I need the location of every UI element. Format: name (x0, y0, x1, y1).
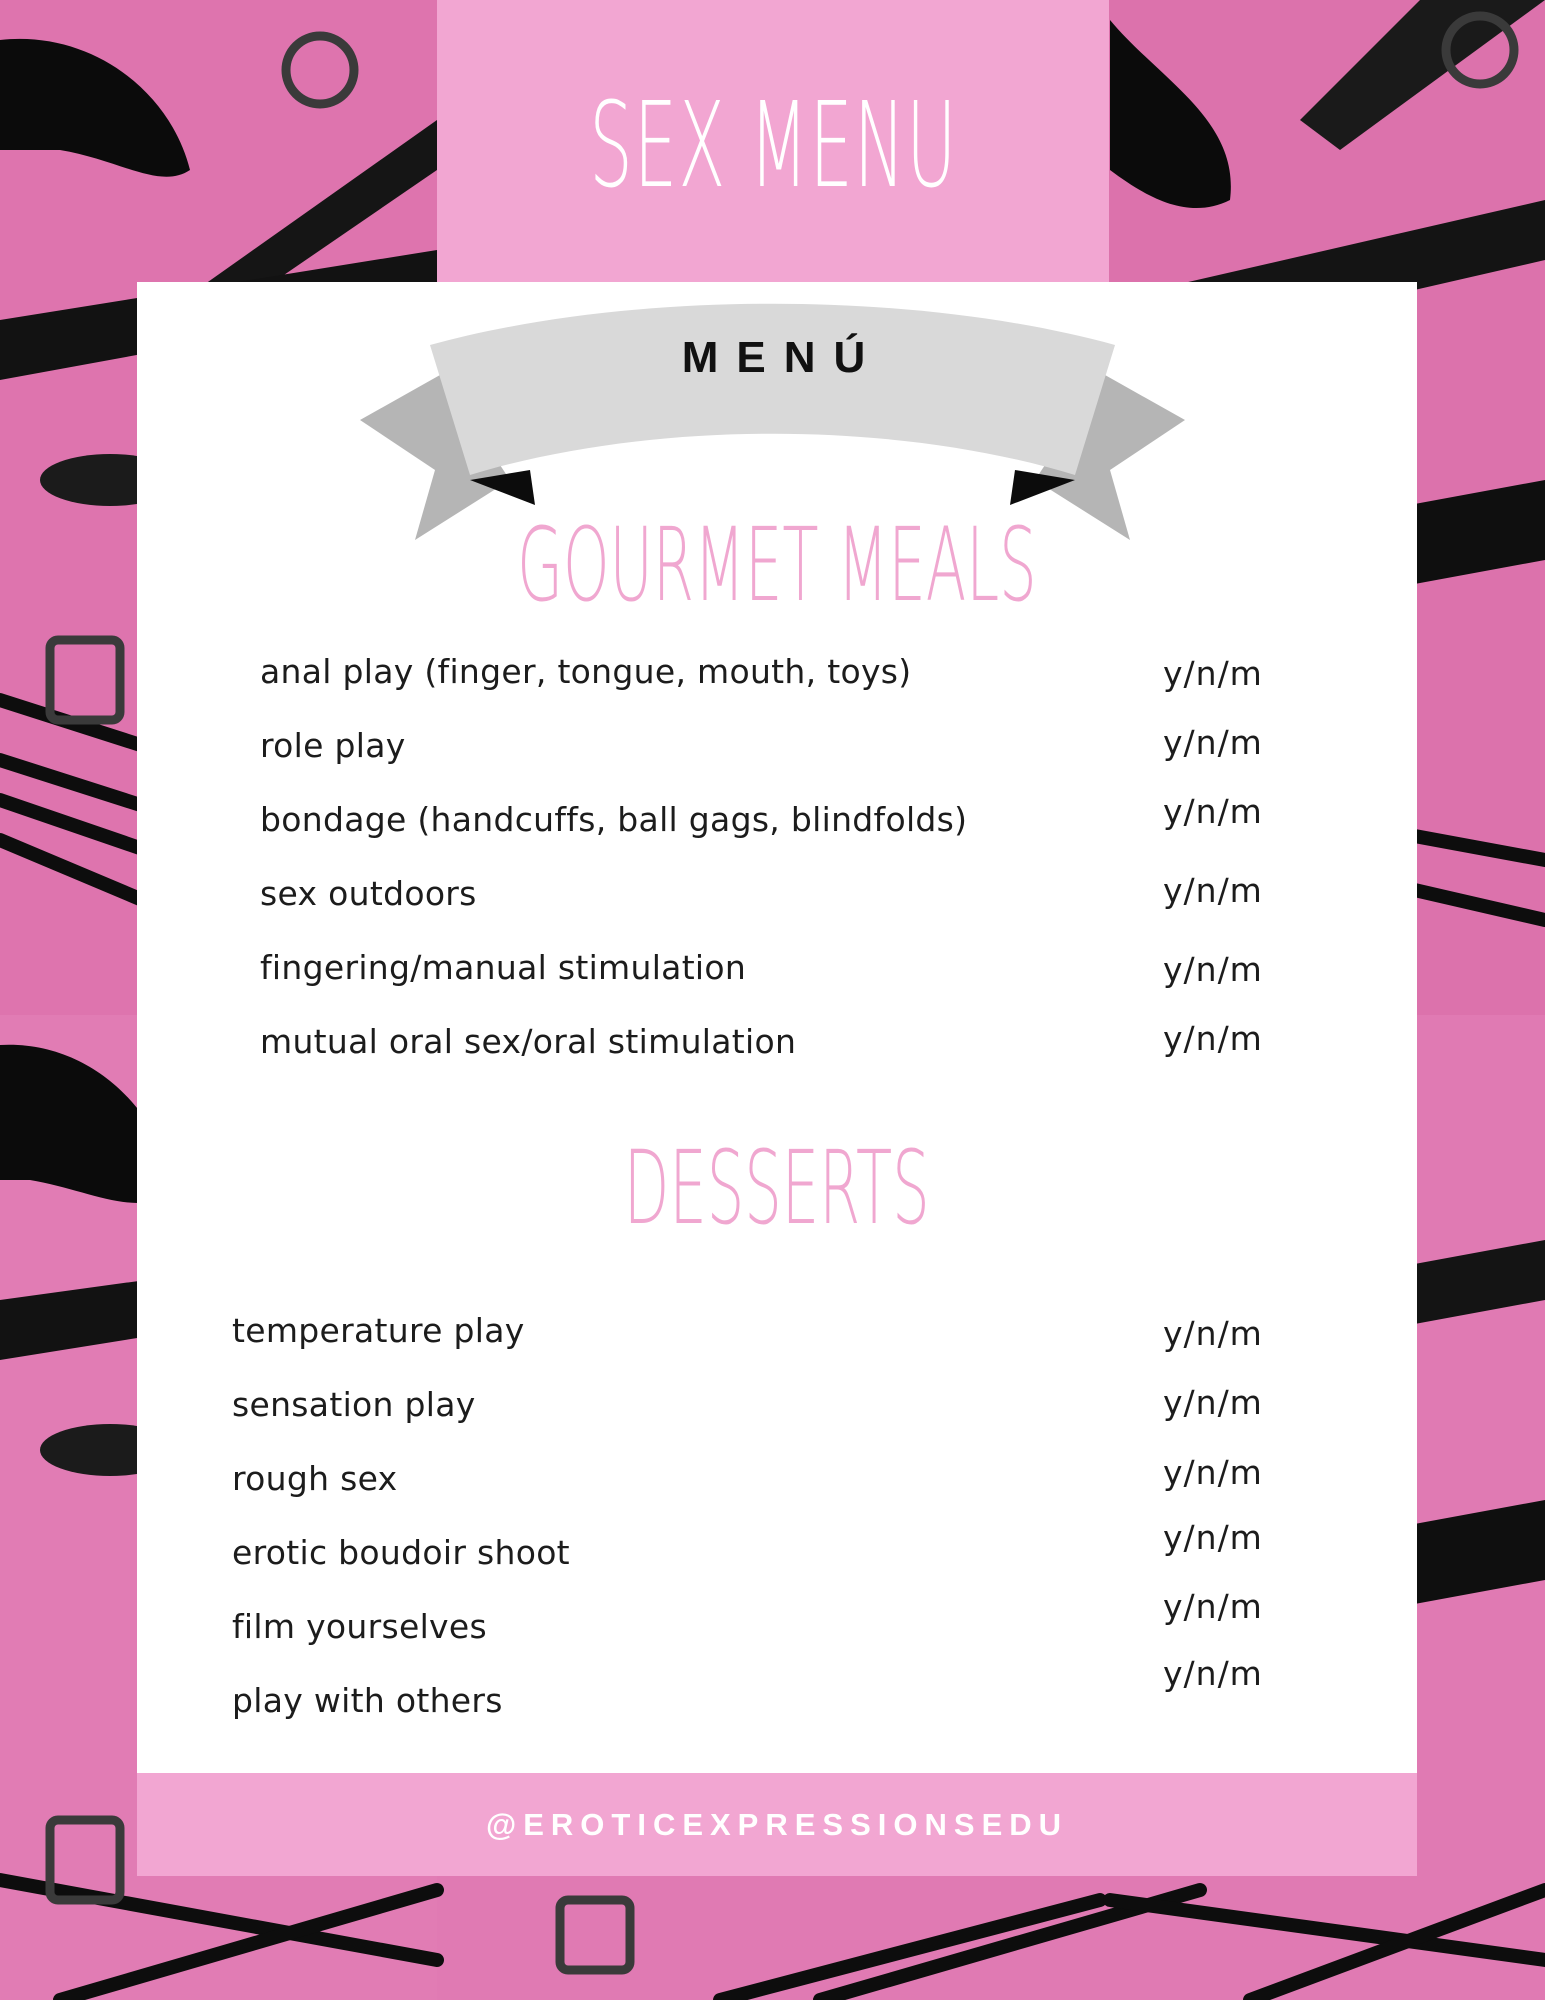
section-title-desserts (137, 1129, 1417, 1248)
menu-item-answer[interactable]: y/n/m (1163, 792, 1263, 831)
page-title: SEX MENU (588, 76, 958, 214)
menu-item-answer[interactable]: y/n/m (1163, 1314, 1263, 1353)
ribbon-label: MENÚ (681, 333, 884, 382)
section-title-gourmet-meals (137, 506, 1417, 625)
menu-item: play with others (232, 1681, 503, 1720)
menu-item-answer[interactable]: y/n/m (1163, 871, 1263, 910)
menu-item-answer[interactable]: y/n/m (1163, 1518, 1263, 1557)
menu-item-answer[interactable]: y/n/m (1163, 950, 1263, 989)
menu-item: role play (260, 726, 406, 765)
menu-item-answer[interactable]: y/n/m (1163, 723, 1263, 762)
menu-item: sex outdoors (260, 874, 477, 913)
menu-item: rough sex (232, 1459, 398, 1498)
footer-bar (137, 1773, 1417, 1876)
social-handle-link[interactable]: @EROTICEXPRESSIONSEDU (485, 1806, 1069, 1842)
menu-item: erotic boudoir shoot (232, 1533, 570, 1572)
section-title-text: GOURMET MEALS (517, 506, 1037, 625)
menu-item-answer[interactable]: y/n/m (1163, 1654, 1263, 1693)
title-banner (437, 0, 1109, 282)
menu-item: sensation play (232, 1385, 476, 1424)
menu-item: film yourselves (232, 1607, 487, 1646)
menu-item-answer[interactable]: y/n/m (1163, 654, 1263, 693)
menu-item: anal play (finger, tongue, mouth, toys) (260, 652, 912, 691)
menu-item-answer[interactable]: y/n/m (1163, 1383, 1263, 1422)
menu-item: bondage (handcuffs, ball gags, blindfolds) (260, 800, 968, 839)
menu-item: temperature play (232, 1311, 525, 1350)
menu-item-answer[interactable]: y/n/m (1163, 1587, 1263, 1626)
menu-item: fingering/manual stimulation (260, 948, 747, 987)
menu-item-answer[interactable]: y/n/m (1163, 1453, 1263, 1492)
section-title-text: DESSERTS (624, 1129, 930, 1248)
menu-item-answer[interactable]: y/n/m (1163, 1019, 1263, 1058)
menu-item: mutual oral sex/oral stimulation (260, 1022, 797, 1061)
